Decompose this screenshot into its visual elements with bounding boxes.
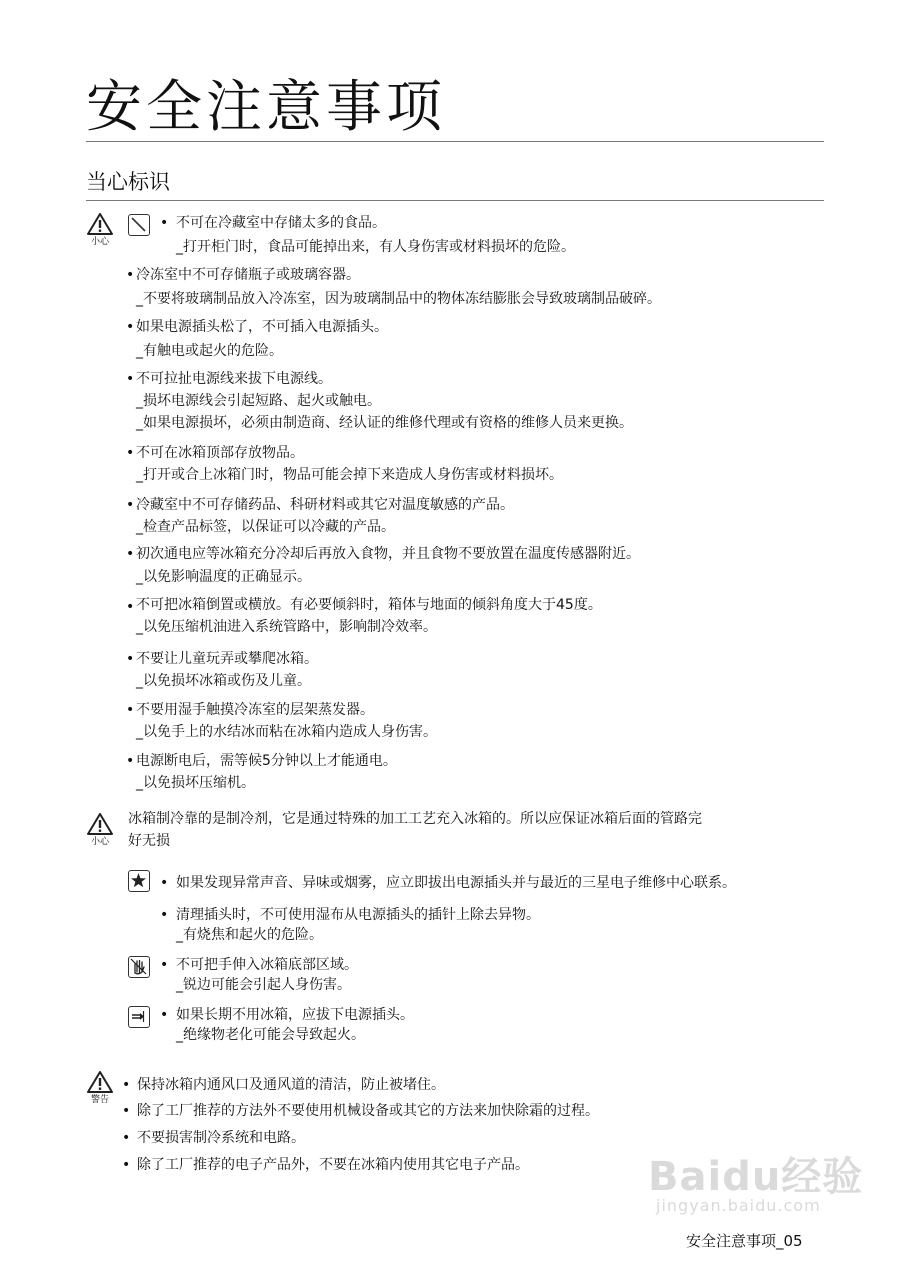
list-item: 如果长期不用冰箱，应拔下电源插头。 — [176, 1007, 414, 1023]
intro-text: 好无损 — [128, 833, 170, 849]
list-item: 清理插头时，不可使用湿布从电源插头的插针上除去异物。 — [176, 907, 540, 923]
list-item-note: _有触电或起火的危险。 — [136, 343, 283, 359]
list-item: 冷藏室中不可存储药品、科研材料或其它对温度敏感的产品。 — [136, 497, 514, 513]
list-item: 如果电源插头松了，不可插入电源插头。 — [136, 319, 388, 335]
list-item: 电源断电后，需等候5分钟以上才能通电。 — [136, 753, 397, 769]
bullet: • — [126, 319, 135, 335]
page-title: 安全注意事项 — [86, 75, 446, 140]
list-item: 不要损害制冷系统和电路。 — [137, 1130, 305, 1146]
section-heading: 当心标识 — [86, 170, 170, 194]
list-item: 如果发现异常声音、异味或烟雾，应立即拔出电源插头并与最近的三星电子维修中心联系。 — [176, 875, 736, 891]
bullet: • — [122, 1103, 131, 1119]
list-item-note: _锐边可能会引起人身伤害。 — [176, 977, 351, 993]
list-item: 不可把手伸入冰箱底部区域。 — [176, 957, 358, 973]
bullet: • — [126, 753, 135, 769]
list-item-note: _以免影响温度的正确显示。 — [136, 569, 311, 585]
page-footer: 安全注意事项_05 — [686, 1232, 803, 1250]
caution-icon — [85, 212, 115, 247]
list-item: 初次通电应等冰箱充分冷却后再放入食物，并且食物不要放置在温度传感器附近。 — [136, 546, 640, 562]
no-hand-icon — [128, 956, 150, 978]
bullet: • — [126, 651, 135, 667]
caution-label: 小心 — [90, 837, 109, 847]
list-item: 不要让儿童玩弄或攀爬冰箱。 — [136, 651, 318, 667]
list-item: 冷冻室中不可存储瓶子或玻璃容器。 — [136, 267, 360, 283]
list-item: 不可把冰箱倒置或横放。有必要倾斜时，箱体与地面的倾斜角度大于45度。 — [136, 597, 602, 613]
caution-label: 小心 — [90, 237, 109, 247]
list-item: 除了工厂推荐的方法外不要使用机械设备或其它的方法来加快除霜的过程。 — [137, 1103, 599, 1119]
bullet: • — [126, 702, 135, 718]
list-item-note: _不要将玻璃制品放入冷冻室，因为玻璃制品中的物体冻结膨胀会导致玻璃制品破碎。 — [136, 291, 661, 307]
bullet: • — [126, 371, 135, 387]
list-item-note: _损坏电源线会引起短路、起火或触电。 — [136, 393, 381, 409]
list-item: 不要用湿手触摸冷冻室的层架蒸发器。 — [136, 702, 374, 718]
heading-divider — [86, 200, 824, 201]
caution-icon — [85, 812, 115, 847]
bullet: • — [160, 875, 169, 891]
bullet: • — [126, 497, 135, 513]
watermark: Baidu经验 — [648, 1154, 864, 1200]
list-item: 保持冰箱内通风口及通风道的清洁，防止被堵住。 — [137, 1077, 445, 1093]
bullet: • — [122, 1077, 131, 1093]
watermark-url: jingyan.baidu.com — [656, 1196, 821, 1215]
star-icon — [128, 870, 150, 892]
bullet: • — [126, 267, 135, 283]
list-item-note: _以免损坏压缩机。 — [136, 775, 255, 791]
list-item-note: _打开或合上冰箱门时，物品可能会掉下来造成人身伤害或材料损坏。 — [136, 467, 563, 483]
bullet: • — [160, 215, 169, 231]
prohibited-icon — [128, 214, 150, 236]
list-item: 不可在冰箱顶部存放物品。 — [136, 445, 304, 461]
list-item-note: _以免损坏冰箱或伤及儿童。 — [136, 673, 311, 689]
list-item-note: _有烧焦和起火的危险。 — [176, 927, 323, 943]
bullet: • — [122, 1157, 131, 1173]
bullet: • — [126, 546, 135, 562]
list-item-note: _以免压缩机油进入系统管路中，影响制冷效率。 — [136, 619, 437, 635]
bullet: • — [126, 599, 135, 615]
list-item: 不可在冷藏室中存储太多的食品。 — [176, 215, 386, 231]
list-item-note: _打开柜门时，食品可能掉出来，有人身伤害或材料损坏的危险。 — [176, 239, 575, 255]
list-item-note: _检查产品标签，以保证可以冷藏的产品。 — [136, 519, 395, 535]
list-item-note: _以免手上的水结冰而粘在冰箱内造成人身伤害。 — [136, 724, 437, 740]
bullet: • — [126, 445, 135, 461]
bullet: • — [160, 907, 169, 923]
bullet: • — [160, 1007, 169, 1023]
bullet: • — [160, 957, 169, 973]
list-item: 除了工厂推荐的电子产品外，不要在冰箱内使用其它电子产品。 — [137, 1157, 529, 1173]
intro-text: 冰箱制冷靠的是制冷剂，它是通过特殊的加工工艺充入冰箱的。所以应保证冰箱后面的管路完 — [128, 811, 702, 827]
list-item: 不可拉扯电源线来拔下电源线。 — [136, 371, 332, 387]
warning-label: 警告 — [90, 1095, 109, 1105]
list-item-note: _绝缘物老化可能会导致起火。 — [176, 1027, 365, 1043]
warning-icon — [85, 1070, 115, 1105]
bullet: • — [122, 1130, 131, 1146]
list-item-note: _如果电源损坏，必须由制造商、经认证的维修代理或有资格的维修人员来更换。 — [136, 415, 633, 431]
title-divider — [86, 141, 824, 142]
unplug-icon — [128, 1006, 150, 1028]
